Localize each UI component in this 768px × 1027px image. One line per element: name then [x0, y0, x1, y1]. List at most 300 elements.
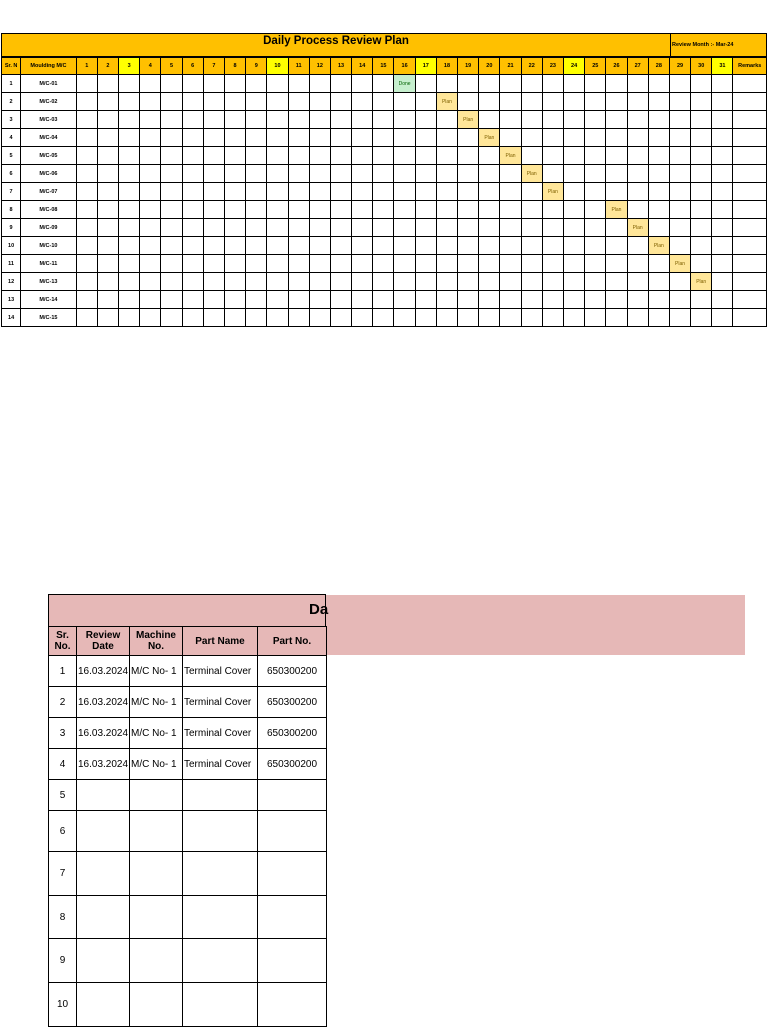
day-cell[interactable]	[119, 183, 140, 201]
day-cell[interactable]	[712, 237, 733, 255]
day-cell[interactable]	[521, 309, 542, 327]
day-cell[interactable]	[415, 237, 436, 255]
day-cell[interactable]	[140, 75, 161, 93]
plan-cell[interactable]: Plan	[521, 165, 542, 183]
day-cell[interactable]	[436, 147, 457, 165]
day-cell[interactable]	[394, 165, 415, 183]
day-cell[interactable]	[246, 183, 267, 201]
day-cell[interactable]	[224, 147, 245, 165]
day-cell[interactable]	[458, 183, 479, 201]
day-cell[interactable]	[119, 309, 140, 327]
day-cell[interactable]	[500, 75, 521, 93]
day-cell[interactable]	[246, 75, 267, 93]
day-cell[interactable]	[500, 273, 521, 291]
day-cell[interactable]	[224, 255, 245, 273]
remarks-cell[interactable]	[733, 291, 767, 309]
day-cell[interactable]	[521, 93, 542, 111]
day-cell[interactable]	[458, 201, 479, 219]
day-cell[interactable]	[203, 165, 224, 183]
day-cell[interactable]	[161, 93, 182, 111]
day-cell[interactable]	[373, 219, 394, 237]
day-cell[interactable]	[267, 273, 288, 291]
day-cell[interactable]	[119, 273, 140, 291]
day-cell[interactable]	[394, 273, 415, 291]
day-cell[interactable]	[97, 219, 118, 237]
day-cell[interactable]	[352, 93, 373, 111]
day-cell[interactable]	[436, 255, 457, 273]
day-cell[interactable]	[119, 129, 140, 147]
review-date[interactable]: 16.03.2024	[77, 718, 130, 749]
day-cell[interactable]	[521, 183, 542, 201]
day-cell[interactable]	[203, 201, 224, 219]
remarks-cell[interactable]	[733, 255, 767, 273]
day-cell[interactable]	[648, 129, 669, 147]
day-cell[interactable]	[691, 291, 712, 309]
day-cell[interactable]	[373, 93, 394, 111]
day-cell[interactable]	[500, 291, 521, 309]
review-part-name[interactable]	[183, 780, 258, 811]
day-cell[interactable]	[330, 129, 351, 147]
day-cell[interactable]	[267, 237, 288, 255]
day-cell[interactable]	[542, 291, 563, 309]
remarks-cell[interactable]	[733, 309, 767, 327]
day-cell[interactable]	[330, 201, 351, 219]
review-date[interactable]: 16.03.2024	[77, 687, 130, 718]
day-cell[interactable]	[500, 201, 521, 219]
day-cell[interactable]	[563, 111, 584, 129]
day-cell[interactable]	[648, 93, 669, 111]
day-cell[interactable]	[330, 273, 351, 291]
day-cell[interactable]	[415, 309, 436, 327]
day-cell[interactable]	[712, 291, 733, 309]
day-cell[interactable]	[542, 219, 563, 237]
day-cell[interactable]	[415, 111, 436, 129]
remarks-cell[interactable]	[733, 273, 767, 291]
day-cell[interactable]	[542, 273, 563, 291]
remarks-cell[interactable]	[733, 183, 767, 201]
day-cell[interactable]	[669, 111, 690, 129]
day-cell[interactable]	[563, 237, 584, 255]
day-cell[interactable]	[203, 129, 224, 147]
day-cell[interactable]	[648, 147, 669, 165]
day-cell[interactable]	[288, 255, 309, 273]
day-cell[interactable]	[352, 183, 373, 201]
day-cell[interactable]	[436, 183, 457, 201]
day-cell[interactable]	[521, 291, 542, 309]
day-cell[interactable]	[606, 183, 627, 201]
day-cell[interactable]	[500, 165, 521, 183]
day-cell[interactable]	[76, 255, 97, 273]
day-cell[interactable]	[500, 93, 521, 111]
review-machine[interactable]	[130, 811, 183, 852]
review-part-no[interactable]	[258, 852, 327, 896]
day-cell[interactable]	[161, 237, 182, 255]
review-machine[interactable]: M/C No- 1	[130, 718, 183, 749]
day-cell[interactable]	[585, 273, 606, 291]
day-cell[interactable]	[712, 309, 733, 327]
day-cell[interactable]	[288, 93, 309, 111]
day-cell[interactable]	[479, 237, 500, 255]
day-cell[interactable]	[436, 75, 457, 93]
day-cell[interactable]	[267, 147, 288, 165]
day-cell[interactable]	[182, 93, 203, 111]
day-cell[interactable]	[542, 165, 563, 183]
review-part-no[interactable]: 650300200	[258, 656, 327, 687]
day-cell[interactable]	[330, 183, 351, 201]
day-cell[interactable]	[309, 165, 330, 183]
day-cell[interactable]	[224, 237, 245, 255]
day-cell[interactable]	[76, 129, 97, 147]
day-cell[interactable]	[373, 291, 394, 309]
day-cell[interactable]	[542, 237, 563, 255]
review-machine[interactable]	[130, 983, 183, 1027]
day-cell[interactable]	[627, 165, 648, 183]
day-cell[interactable]	[224, 129, 245, 147]
day-cell[interactable]	[627, 255, 648, 273]
day-cell[interactable]	[224, 183, 245, 201]
day-cell[interactable]	[521, 237, 542, 255]
plan-cell[interactable]: Plan	[691, 273, 712, 291]
plan-cell[interactable]: Plan	[648, 237, 669, 255]
day-cell[interactable]	[542, 93, 563, 111]
day-cell[interactable]	[288, 219, 309, 237]
day-cell[interactable]	[373, 75, 394, 93]
day-cell[interactable]	[585, 183, 606, 201]
day-cell[interactable]	[712, 129, 733, 147]
day-cell[interactable]	[627, 147, 648, 165]
day-cell[interactable]	[479, 165, 500, 183]
day-cell[interactable]	[203, 273, 224, 291]
day-cell[interactable]	[309, 291, 330, 309]
day-cell[interactable]	[712, 183, 733, 201]
day-cell[interactable]	[309, 111, 330, 129]
day-cell[interactable]	[627, 309, 648, 327]
day-cell[interactable]	[712, 219, 733, 237]
day-cell[interactable]	[352, 237, 373, 255]
day-cell[interactable]	[182, 165, 203, 183]
day-cell[interactable]	[415, 255, 436, 273]
day-cell[interactable]	[712, 201, 733, 219]
day-cell[interactable]	[415, 75, 436, 93]
day-cell[interactable]	[97, 165, 118, 183]
plan-cell[interactable]: Plan	[436, 93, 457, 111]
review-machine[interactable]: M/C No- 1	[130, 656, 183, 687]
day-cell[interactable]	[352, 273, 373, 291]
day-cell[interactable]	[267, 291, 288, 309]
day-cell[interactable]	[585, 309, 606, 327]
day-cell[interactable]	[246, 93, 267, 111]
day-cell[interactable]	[140, 291, 161, 309]
day-cell[interactable]	[394, 219, 415, 237]
day-cell[interactable]	[669, 237, 690, 255]
day-cell[interactable]	[246, 147, 267, 165]
day-cell[interactable]	[182, 273, 203, 291]
day-cell[interactable]	[500, 183, 521, 201]
review-srno[interactable]: 4	[49, 749, 77, 780]
day-cell[interactable]	[309, 75, 330, 93]
day-cell[interactable]	[330, 147, 351, 165]
review-srno[interactable]: 2	[49, 687, 77, 718]
day-cell[interactable]	[161, 201, 182, 219]
review-srno[interactable]: 3	[49, 718, 77, 749]
review-part-name[interactable]	[183, 852, 258, 896]
day-cell[interactable]	[669, 201, 690, 219]
day-cell[interactable]	[585, 237, 606, 255]
day-cell[interactable]	[627, 291, 648, 309]
day-cell[interactable]	[585, 93, 606, 111]
remarks-cell[interactable]	[733, 237, 767, 255]
day-cell[interactable]	[119, 93, 140, 111]
day-cell[interactable]	[246, 309, 267, 327]
day-cell[interactable]	[521, 201, 542, 219]
day-cell[interactable]	[246, 273, 267, 291]
review-srno[interactable]: 5	[49, 780, 77, 811]
day-cell[interactable]	[267, 183, 288, 201]
day-cell[interactable]	[161, 165, 182, 183]
day-cell[interactable]	[373, 255, 394, 273]
day-cell[interactable]	[669, 183, 690, 201]
day-cell[interactable]	[224, 165, 245, 183]
review-srno[interactable]: 9	[49, 939, 77, 983]
day-cell[interactable]	[352, 111, 373, 129]
day-cell[interactable]	[140, 183, 161, 201]
day-cell[interactable]	[76, 165, 97, 183]
day-cell[interactable]	[542, 129, 563, 147]
day-cell[interactable]	[606, 255, 627, 273]
day-cell[interactable]	[288, 129, 309, 147]
day-cell[interactable]	[224, 291, 245, 309]
day-cell[interactable]	[288, 291, 309, 309]
day-cell[interactable]	[76, 111, 97, 129]
day-cell[interactable]	[627, 93, 648, 111]
day-cell[interactable]	[606, 111, 627, 129]
plan-cell[interactable]: Plan	[627, 219, 648, 237]
day-cell[interactable]	[97, 93, 118, 111]
day-cell[interactable]	[119, 165, 140, 183]
day-cell[interactable]	[352, 201, 373, 219]
day-cell[interactable]	[76, 219, 97, 237]
day-cell[interactable]	[394, 111, 415, 129]
day-cell[interactable]	[330, 75, 351, 93]
day-cell[interactable]	[182, 201, 203, 219]
day-cell[interactable]	[352, 255, 373, 273]
day-cell[interactable]	[521, 219, 542, 237]
day-cell[interactable]	[479, 309, 500, 327]
day-cell[interactable]	[76, 75, 97, 93]
day-cell[interactable]	[76, 201, 97, 219]
day-cell[interactable]	[500, 309, 521, 327]
review-date[interactable]	[77, 896, 130, 939]
day-cell[interactable]	[267, 309, 288, 327]
day-cell[interactable]	[542, 201, 563, 219]
day-cell[interactable]	[182, 291, 203, 309]
day-cell[interactable]	[76, 309, 97, 327]
day-cell[interactable]	[119, 219, 140, 237]
day-cell[interactable]	[330, 165, 351, 183]
day-cell[interactable]	[246, 255, 267, 273]
review-srno[interactable]: 7	[49, 852, 77, 896]
day-cell[interactable]	[585, 129, 606, 147]
day-cell[interactable]	[182, 237, 203, 255]
day-cell[interactable]	[288, 201, 309, 219]
day-cell[interactable]	[97, 147, 118, 165]
day-cell[interactable]	[330, 237, 351, 255]
day-cell[interactable]	[415, 147, 436, 165]
day-cell[interactable]	[246, 291, 267, 309]
day-cell[interactable]	[458, 75, 479, 93]
day-cell[interactable]	[500, 219, 521, 237]
day-cell[interactable]	[330, 111, 351, 129]
day-cell[interactable]	[352, 147, 373, 165]
review-date[interactable]	[77, 983, 130, 1027]
day-cell[interactable]	[394, 237, 415, 255]
day-cell[interactable]	[373, 273, 394, 291]
day-cell[interactable]	[606, 75, 627, 93]
day-cell[interactable]	[119, 201, 140, 219]
review-date[interactable]: 16.03.2024	[77, 749, 130, 780]
day-cell[interactable]	[691, 111, 712, 129]
day-cell[interactable]	[479, 111, 500, 129]
day-cell[interactable]	[182, 147, 203, 165]
day-cell[interactable]	[161, 111, 182, 129]
remarks-cell[interactable]	[733, 201, 767, 219]
day-cell[interactable]	[373, 129, 394, 147]
day-cell[interactable]	[76, 93, 97, 111]
plan-cell[interactable]: Plan	[606, 201, 627, 219]
day-cell[interactable]	[373, 183, 394, 201]
day-cell[interactable]	[563, 147, 584, 165]
day-cell[interactable]	[563, 309, 584, 327]
day-cell[interactable]	[436, 237, 457, 255]
day-cell[interactable]	[203, 219, 224, 237]
day-cell[interactable]	[352, 219, 373, 237]
review-part-no[interactable]	[258, 896, 327, 939]
day-cell[interactable]	[76, 237, 97, 255]
day-cell[interactable]	[669, 165, 690, 183]
day-cell[interactable]	[267, 129, 288, 147]
day-cell[interactable]	[267, 75, 288, 93]
review-srno[interactable]: 8	[49, 896, 77, 939]
day-cell[interactable]	[648, 75, 669, 93]
review-srno[interactable]: 10	[49, 983, 77, 1027]
remarks-cell[interactable]	[733, 147, 767, 165]
day-cell[interactable]	[246, 165, 267, 183]
review-machine[interactable]	[130, 852, 183, 896]
day-cell[interactable]	[648, 201, 669, 219]
day-cell[interactable]	[224, 309, 245, 327]
day-cell[interactable]	[606, 147, 627, 165]
day-cell[interactable]	[563, 165, 584, 183]
day-cell[interactable]	[585, 111, 606, 129]
day-cell[interactable]	[119, 111, 140, 129]
day-cell[interactable]	[479, 219, 500, 237]
day-cell[interactable]	[140, 165, 161, 183]
day-cell[interactable]	[585, 291, 606, 309]
day-cell[interactable]	[97, 111, 118, 129]
day-cell[interactable]	[352, 165, 373, 183]
day-cell[interactable]	[500, 237, 521, 255]
day-cell[interactable]	[458, 147, 479, 165]
day-cell[interactable]	[182, 219, 203, 237]
day-cell[interactable]	[521, 273, 542, 291]
day-cell[interactable]	[352, 129, 373, 147]
day-cell[interactable]	[140, 219, 161, 237]
day-cell[interactable]	[161, 129, 182, 147]
day-cell[interactable]	[246, 219, 267, 237]
day-cell[interactable]	[309, 255, 330, 273]
day-cell[interactable]	[563, 129, 584, 147]
review-part-name[interactable]: Terminal Cover	[183, 718, 258, 749]
review-part-no[interactable]: 650300200	[258, 687, 327, 718]
day-cell[interactable]	[648, 165, 669, 183]
day-cell[interactable]	[648, 219, 669, 237]
day-cell[interactable]	[415, 273, 436, 291]
day-cell[interactable]	[161, 147, 182, 165]
day-cell[interactable]	[76, 273, 97, 291]
day-cell[interactable]	[224, 75, 245, 93]
day-cell[interactable]	[712, 147, 733, 165]
day-cell[interactable]	[394, 129, 415, 147]
day-cell[interactable]	[76, 147, 97, 165]
day-cell[interactable]	[97, 255, 118, 273]
day-cell[interactable]	[224, 219, 245, 237]
day-cell[interactable]	[691, 309, 712, 327]
day-cell[interactable]	[479, 255, 500, 273]
day-cell[interactable]	[669, 219, 690, 237]
day-cell[interactable]	[288, 75, 309, 93]
day-cell[interactable]	[309, 93, 330, 111]
day-cell[interactable]	[458, 273, 479, 291]
day-cell[interactable]	[563, 219, 584, 237]
day-cell[interactable]	[97, 273, 118, 291]
day-cell[interactable]	[161, 183, 182, 201]
day-cell[interactable]	[648, 291, 669, 309]
day-cell[interactable]	[691, 147, 712, 165]
plan-cell[interactable]: Plan	[669, 255, 690, 273]
day-cell[interactable]	[140, 201, 161, 219]
day-cell[interactable]	[267, 111, 288, 129]
day-cell[interactable]	[267, 93, 288, 111]
plan-cell[interactable]: Plan	[479, 129, 500, 147]
day-cell[interactable]	[394, 147, 415, 165]
review-part-name[interactable]	[183, 896, 258, 939]
day-cell[interactable]	[394, 255, 415, 273]
day-cell[interactable]	[415, 291, 436, 309]
plan-cell[interactable]: Plan	[542, 183, 563, 201]
day-cell[interactable]	[479, 147, 500, 165]
day-cell[interactable]	[97, 129, 118, 147]
review-machine[interactable]: M/C No- 1	[130, 749, 183, 780]
day-cell[interactable]	[585, 219, 606, 237]
day-cell[interactable]	[500, 255, 521, 273]
day-cell[interactable]	[288, 165, 309, 183]
day-cell[interactable]	[415, 183, 436, 201]
day-cell[interactable]	[500, 129, 521, 147]
day-cell[interactable]	[119, 147, 140, 165]
day-cell[interactable]	[246, 237, 267, 255]
day-cell[interactable]	[648, 255, 669, 273]
day-cell[interactable]	[563, 255, 584, 273]
day-cell[interactable]	[458, 219, 479, 237]
day-cell[interactable]	[669, 129, 690, 147]
day-cell[interactable]	[585, 165, 606, 183]
day-cell[interactable]	[140, 309, 161, 327]
day-cell[interactable]	[97, 183, 118, 201]
day-cell[interactable]	[691, 255, 712, 273]
day-cell[interactable]	[373, 309, 394, 327]
day-cell[interactable]	[140, 111, 161, 129]
day-cell[interactable]	[224, 111, 245, 129]
